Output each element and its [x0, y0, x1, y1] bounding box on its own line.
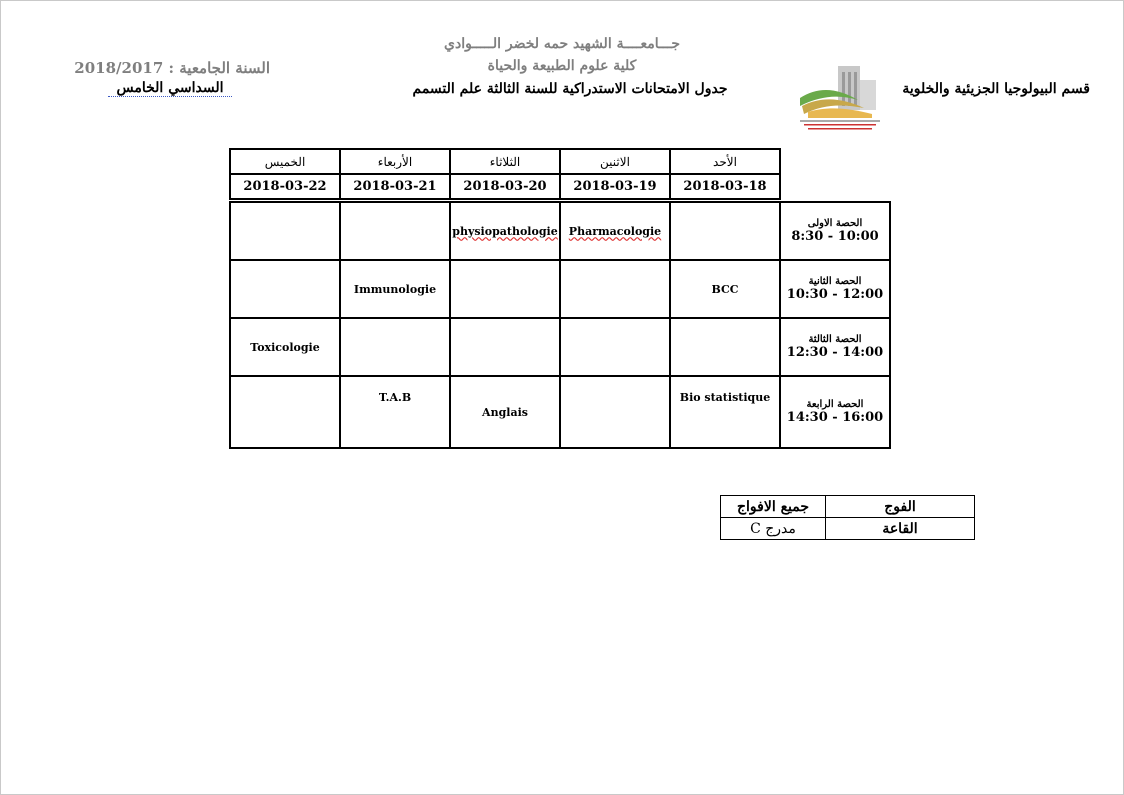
slot-name: الحصة الثالثة: [808, 334, 862, 345]
day-date: 2018-03-18: [670, 174, 780, 199]
day-date: 2018-03-20: [450, 174, 560, 199]
table-row: [230, 260, 890, 318]
semester: السداسي الخامس: [108, 80, 232, 97]
university-logo-icon: [798, 62, 882, 132]
exam-cell: [230, 202, 340, 260]
exam-subject: Pharmacologie: [568, 224, 662, 238]
slot-time: 14:30 - 16:00: [786, 410, 884, 425]
room-label: القاعة: [826, 518, 975, 540]
room-value: مدرج C: [721, 518, 826, 540]
slot-name: الحصة الثانية: [808, 276, 862, 287]
table-row: [230, 376, 890, 448]
days-header-table: [229, 148, 781, 200]
exam-cell: [670, 202, 780, 260]
slot-time: 8:30 - 10:00: [791, 229, 879, 244]
exam-cell: [560, 202, 670, 260]
table-row: [230, 202, 890, 260]
slot-time: 10:30 - 12:00: [786, 287, 884, 302]
slot-label: [780, 318, 890, 376]
slot-name: الحصة الرابعة: [806, 399, 864, 410]
slot-name: الحصة الاولى: [807, 218, 863, 229]
day-date: 2018-03-21: [340, 174, 450, 199]
exam-cell: Bio statistique: [670, 376, 780, 448]
academic-year: السنة الجامعية : 2018/2017: [74, 59, 270, 77]
exam-cell: [340, 202, 450, 260]
exam-subject: physiopathologie: [452, 224, 558, 238]
exam-cell: [670, 318, 780, 376]
table-row: [721, 518, 975, 540]
slot-label: [780, 202, 890, 260]
day-date: 2018-03-19: [560, 174, 670, 199]
exam-cell: Immunologie: [340, 260, 450, 318]
exam-cell: BCC: [670, 260, 780, 318]
group-label: الفوج: [826, 496, 975, 518]
exam-cell: [230, 376, 340, 448]
department-name: قسم البيولوجيا الجزيئية والخلوية: [902, 81, 1090, 97]
exam-cell: [450, 260, 560, 318]
exam-cell: [560, 318, 670, 376]
day-date: 2018-03-22: [230, 174, 340, 199]
group-value: جميع الافواج: [721, 496, 826, 518]
day-name: الثلاثاء: [450, 149, 560, 174]
table-row: [230, 318, 890, 376]
day-name: الأربعاء: [340, 149, 450, 174]
day-name: الخميس: [230, 149, 340, 174]
faculty-name: كلية علوم الطبيعة والحياة: [487, 58, 637, 74]
exam-cell: Anglais: [450, 376, 560, 448]
slot-label: [780, 260, 890, 318]
page-title: جدول الامتحانات الاستدراكية للسنة الثالثة علم التسمم: [412, 81, 728, 97]
day-name: الاثنين: [560, 149, 670, 174]
exam-cell: [450, 202, 560, 260]
exam-cell: [560, 376, 670, 448]
slot-label: [780, 376, 890, 448]
exam-cell: Toxicologie: [230, 318, 340, 376]
table-row: [721, 496, 975, 518]
exam-cell: [230, 260, 340, 318]
exam-cell: T.A.B: [340, 376, 450, 448]
exam-cell: [450, 318, 560, 376]
exam-schedule-grid: [229, 201, 891, 449]
exam-cell: [560, 260, 670, 318]
exam-cell: [340, 318, 450, 376]
university-name: جـــامعــــة الشهيد حمه لخضر الـــــوادي: [444, 36, 680, 52]
group-room-table: [720, 495, 975, 540]
day-name: الأحد: [670, 149, 780, 174]
slot-time: 12:30 - 14:00: [786, 345, 884, 360]
